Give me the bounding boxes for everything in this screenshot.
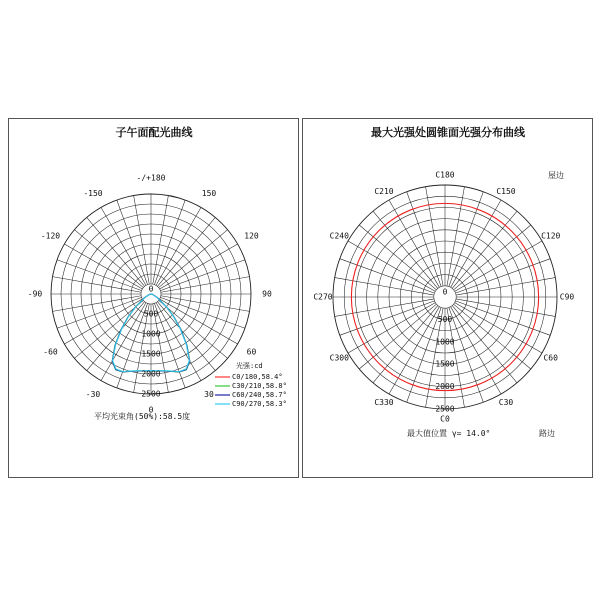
radial-tick-label: 0 <box>148 284 154 294</box>
angle-label: -150 <box>83 189 103 198</box>
angle-label: C300 <box>329 353 349 363</box>
polar-grid <box>333 185 557 409</box>
angle-label: 0 <box>148 405 154 415</box>
radial-tick-label: 500 <box>143 309 159 319</box>
radial-tick-label: 2500 <box>435 404 455 414</box>
angle-label: -/+180 <box>136 173 166 183</box>
angle-label: C210 <box>374 186 394 196</box>
grid-spoke <box>53 277 142 293</box>
angle-label: C330 <box>374 398 394 408</box>
radial-tick-label: 0 <box>442 287 448 297</box>
chart-title: 最大光强处圆锥面光强分布曲线 <box>371 126 525 139</box>
legend-entry: C0/180,58.4° <box>232 373 283 381</box>
house-side-label: 屋边 <box>548 171 564 180</box>
angle-label: 60 <box>246 347 257 357</box>
grid-spoke <box>134 196 150 285</box>
radial-tick-label: 2500 <box>141 389 161 399</box>
angle-label: C270 <box>313 292 333 302</box>
angle-label: -90 <box>27 289 43 299</box>
angle-label: C150 <box>496 186 516 196</box>
meridian-polar-chart <box>9 119 300 479</box>
grid-spoke <box>161 296 250 312</box>
angle-label: C180 <box>435 170 455 180</box>
road-side-label: 路边 <box>539 429 555 438</box>
grid-spoke <box>426 187 444 286</box>
angle-label: C0 <box>440 414 450 424</box>
angle-label: C30 <box>498 398 514 408</box>
angle-label: -30 <box>85 390 101 399</box>
legend-entry: C90/270,58.3° <box>232 400 287 408</box>
angle-label: C240 <box>329 231 349 241</box>
grid-spoke <box>335 278 434 296</box>
cone-chart-panel <box>302 118 593 478</box>
angle-label: 120 <box>244 231 259 241</box>
meridian-chart-panel <box>8 118 299 478</box>
radial-tick-label: 1500 <box>435 359 455 369</box>
max-position-note: 最大值位置 γ= 14.0° <box>407 429 491 438</box>
unit-label: 光强:cd <box>236 362 263 370</box>
angle-label: 30 <box>204 390 214 399</box>
radial-tick-label: 1500 <box>141 349 161 359</box>
angle-label: -60 <box>43 347 58 357</box>
radial-tick-label: 1000 <box>141 329 161 339</box>
chart-title: 子午面配光曲线 <box>115 126 193 139</box>
grid-spoke <box>456 278 555 296</box>
legend-entry: C30/210,58.8° <box>232 382 287 390</box>
grid-spoke <box>153 196 169 285</box>
legend <box>215 373 287 408</box>
grid-spoke <box>447 187 465 286</box>
angle-label: -120 <box>40 231 61 241</box>
angle-label: 150 <box>201 189 217 198</box>
angle-label: C120 <box>541 231 561 241</box>
cone-polar-chart <box>303 119 594 479</box>
legend-entry: C60/240,58.7° <box>232 391 287 399</box>
radial-tick-label: 500 <box>437 314 453 324</box>
grid-spoke <box>456 299 555 317</box>
radial-tick-label: 2000 <box>141 369 161 379</box>
grid-spoke <box>53 296 142 312</box>
grid-spoke <box>161 277 250 293</box>
angle-label: C60 <box>543 353 558 363</box>
angle-label: 90 <box>262 289 272 299</box>
grid-spoke <box>335 299 434 317</box>
beam-angle-note: 平均光束角(50%):58.5度 <box>94 412 191 421</box>
radial-tick-label: 1000 <box>435 337 455 347</box>
angle-label: C90 <box>559 292 575 302</box>
radial-tick-label: 2000 <box>435 382 455 392</box>
